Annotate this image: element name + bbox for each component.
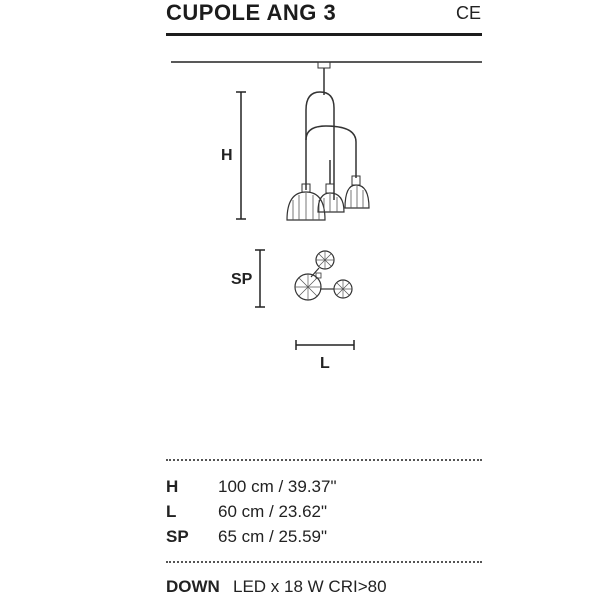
spec-key-spread: SP — [166, 527, 189, 546]
ceiling-canopy — [318, 62, 330, 68]
product-title: CUPOLE ANG 3 — [166, 0, 337, 25]
spec-divider-bottom — [166, 561, 482, 563]
spec-value-spread: 65 cm / 25.59" — [218, 527, 328, 546]
light-direction: DOWN — [166, 577, 220, 596]
height-dimension — [236, 92, 246, 219]
spec-key-height: H — [166, 477, 179, 496]
shade-right — [345, 176, 369, 208]
spec-value-length: 60 cm / 23.62" — [218, 502, 328, 521]
plan-view — [295, 251, 352, 300]
shade-middle — [318, 184, 344, 212]
light-source: LED x 18 W CRI>80 — [233, 577, 387, 596]
spread-dimension — [255, 250, 265, 307]
spec-key-length: L — [166, 502, 177, 521]
spread-label: SP — [231, 271, 253, 288]
spec-value-height: 100 cm / 39.37" — [218, 477, 337, 496]
height-label: H — [221, 147, 233, 164]
spec-divider-top — [166, 459, 482, 461]
length-dimension — [296, 340, 354, 350]
length-label: L — [320, 355, 330, 372]
ce-mark: CE — [456, 3, 482, 23]
arc-middle — [306, 126, 356, 178]
